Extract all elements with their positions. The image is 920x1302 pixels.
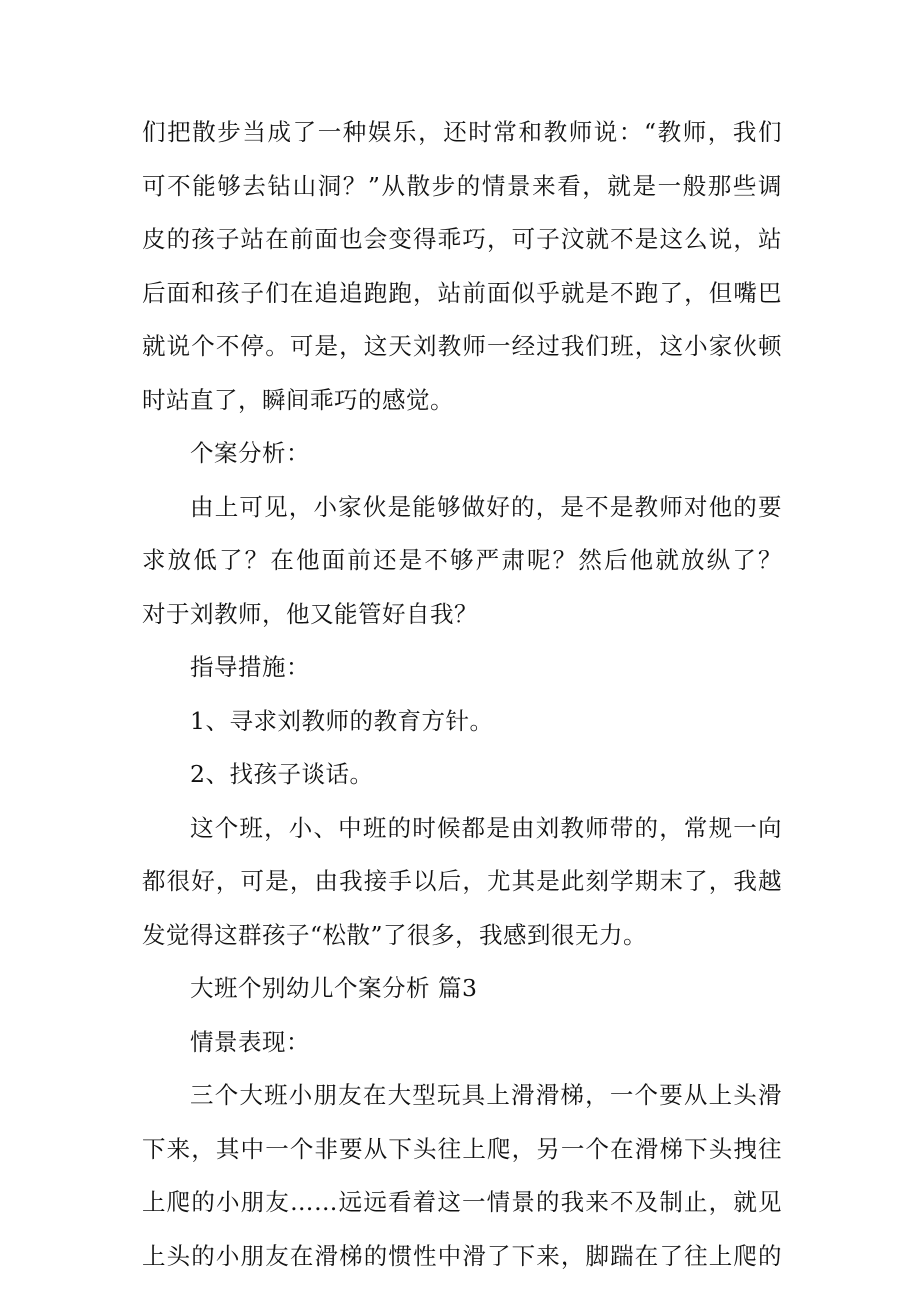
paragraph-line: 们把散步当成了一种娱乐，还时常和教师说：“教师，我们 [142, 118, 782, 146]
paragraph-line: 皮的孩子站在前面也会变得乖巧，可子汶就不是这么说，站 [142, 225, 782, 253]
list-item: 2、找孩子谈话。 [190, 760, 374, 788]
section-heading: 个案分析： [190, 439, 310, 467]
paragraph-line: 可不能够去钻山洞？”从散步的情景来看，就是一般那些调 [142, 172, 782, 200]
paragraph-line: 上头的小朋友在滑梯的惯性中滑了下来，脚踹在了往上爬的 [142, 1242, 782, 1270]
paragraph-line: 时站直了，瞬间乖巧的感觉。 [142, 386, 454, 414]
paragraph-line: 就说个不停。可是，这天刘教师一经过我们班，这小家伙顿 [142, 332, 782, 360]
paragraph-line: 后面和孩子们在追追跑跑，站前面似乎就是不跑了，但嘴巴 [142, 279, 782, 307]
paragraph-line: 对于刘教师，他又能管好自我？ [142, 600, 478, 628]
section-title: 大班个别幼儿个案分析 篇3 [190, 974, 478, 1002]
section-heading: 指导措施： [190, 653, 310, 681]
paragraph-line: 由上可见，小家伙是能够做好的，是不是教师对他的要 [190, 493, 782, 521]
paragraph-line: 上爬的小朋友……远远看着这一情景的我来不及制止，就见 [142, 1188, 782, 1216]
paragraph-line: 三个大班小朋友在大型玩具上滑滑梯，一个要从上头滑 [190, 1081, 782, 1109]
paragraph-line: 下来，其中一个非要从下头往上爬，另一个在滑梯下头拽往 [142, 1135, 782, 1163]
section-heading: 情景表现： [190, 1028, 310, 1056]
paragraph-line: 发觉得这群孩子“松散”了很多，我感到很无力。 [142, 921, 648, 949]
paragraph-line: 这个班，小、中班的时候都是由刘教师带的，常规一向 [190, 814, 782, 842]
list-item: 1、寻求刘教师的教育方针。 [190, 707, 494, 735]
paragraph-line: 都很好，可是，由我接手以后，尤其是此刻学期末了，我越 [142, 867, 782, 895]
paragraph-line: 求放低了？在他面前还是不够严肃呢？然后他就放纵了？ [142, 546, 782, 574]
